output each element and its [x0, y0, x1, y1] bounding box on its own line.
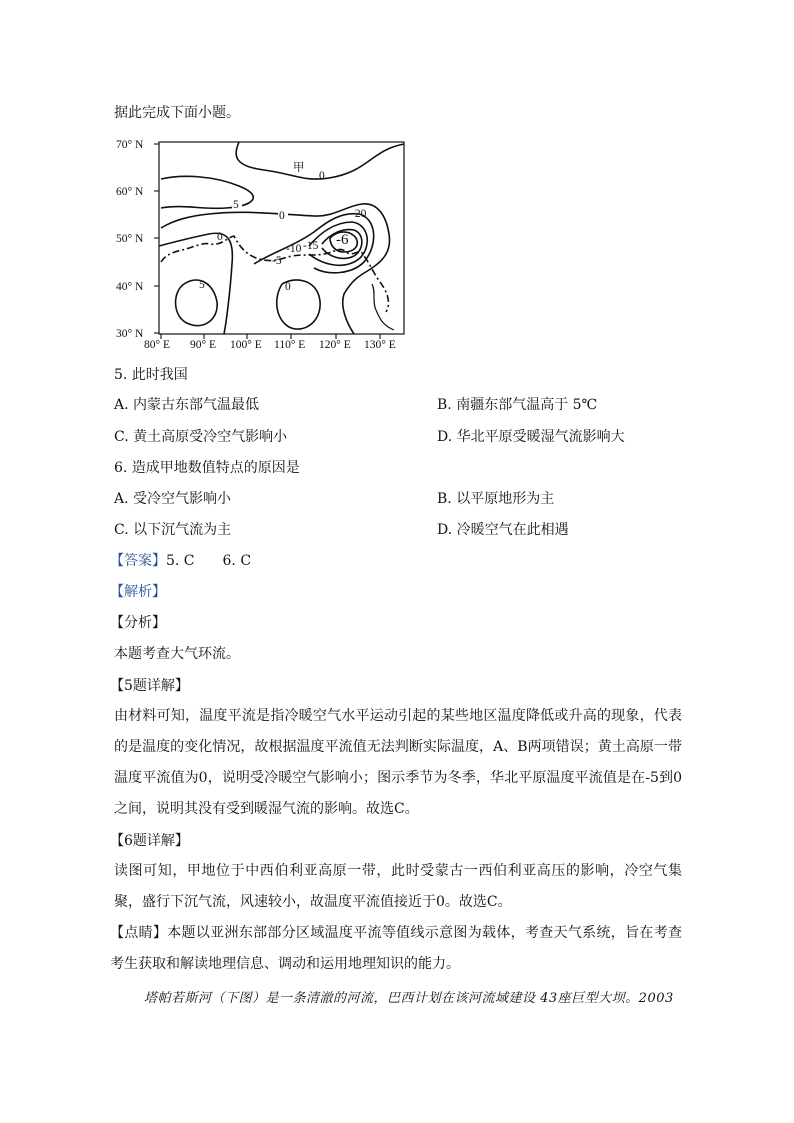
next-question-line: 塔帕若斯河（下图）是一条清澈的河流，巴西计划在该河流域建设 43座巨型大坝。2003	[144, 991, 674, 1006]
answer-values: 5. C 6. C	[166, 553, 252, 569]
label-0-top: 0	[319, 170, 325, 182]
q6-stem: 6. 造成甲地数值特点的原因是	[114, 460, 300, 476]
lon-label-80: 80° E	[144, 339, 170, 351]
answer-label: 【答案】	[110, 553, 166, 569]
q6-detail-text: 读图可知，甲地位于中西伯利亚高原一带，此时受蒙古一西伯利亚高压的影响，冷空气集聚，盛行下沉气流，风速较小，故温度平流值接近于0。故选C。	[114, 863, 682, 910]
intro-text: 据此完成下面小题。	[114, 105, 240, 121]
lat-label-50: 50° N	[116, 233, 144, 245]
label-5-bottom: 5	[199, 279, 205, 291]
national-border	[161, 236, 388, 312]
lon-label-90: 90° E	[190, 339, 216, 351]
label-jia: 甲	[293, 162, 305, 174]
lon-label-100: 100° E	[230, 339, 262, 351]
isoline-0-left	[159, 233, 232, 334]
q5-detail-heading: 【5题详解】	[110, 678, 189, 694]
q5-detail-text: 由材料可知，温度平流是指冷暖空气水平运动引起的某些地区温度降低或升高的现象，代表的是温度的变化情况，故根据温度平流值无法判断实际温度，A、B两项错误；黄土高原一带温度平流值为0，说明受冷暖空气影响小；图示季节为冬季，华北平原温度平流值是在-5到0之间，说明其没有受到暖湿气流的影响。故选C。	[114, 708, 682, 817]
answer-line	[110, 552, 251, 570]
q6-option-d: D. 冷暖空气在此相遇	[437, 522, 569, 538]
lon-label-120: 120° E	[319, 339, 351, 351]
label-neg5: -5	[272, 255, 282, 267]
lon-label-130: 130° E	[364, 339, 396, 351]
q5-option-d: D. 华北平原受暖湿气流影响大	[437, 429, 625, 445]
q5-stem: 5. 此时我国	[114, 367, 188, 383]
label-neg10: -10	[286, 243, 302, 255]
lat-label-40: 40° N	[116, 281, 144, 293]
fenxi-heading: 【分析】	[110, 615, 166, 631]
label-0-mid: 0	[279, 210, 285, 222]
label-neg20: -20	[351, 208, 367, 220]
label-0-bottom: 0	[285, 281, 291, 293]
label-neg6: -6	[336, 232, 349, 248]
fenxi-text: 本题考查大气环流。	[114, 646, 240, 662]
q6-option-a: A. 受冷空气影响小	[114, 491, 232, 507]
lat-label-70: 70° N	[116, 139, 144, 151]
label-neg15: -15	[303, 240, 319, 252]
lat-label-60: 60° N	[116, 186, 144, 198]
q5-option-c: C. 黄土高原受冷空气影响小	[114, 429, 288, 445]
isoline-5-bottom	[176, 280, 218, 326]
q5-option-a: A. 内蒙古东部气温最低	[114, 397, 260, 413]
q6-detail-heading: 【6题详解】	[110, 833, 189, 849]
lat-label-30: 30° N	[116, 328, 144, 340]
q6-option-c: C. 以下沉气流为主	[114, 522, 232, 538]
label-5-top: 5	[233, 199, 239, 211]
jiexi-heading: 【解析】	[110, 584, 166, 600]
label-0-left: 0	[217, 231, 223, 243]
dianjing-text: 【点睛】本题以亚洲东部部分区域温度平流等值线示意图为载体，考查天气系统，旨在考查考生获取和解读地理信息、调动和运用地理知识的能力。	[110, 925, 683, 972]
temperature-advection-map	[114, 134, 414, 352]
coastline	[372, 284, 394, 330]
q5-option-b: B. 南疆东部气温高于 5℃	[437, 397, 598, 413]
lon-label-110: 110° E	[274, 339, 306, 351]
isoline-0-bottom	[277, 280, 320, 329]
q6-option-b: B. 以平原地形为主	[437, 491, 555, 507]
dianjing-label: 【点睛】	[110, 925, 168, 941]
